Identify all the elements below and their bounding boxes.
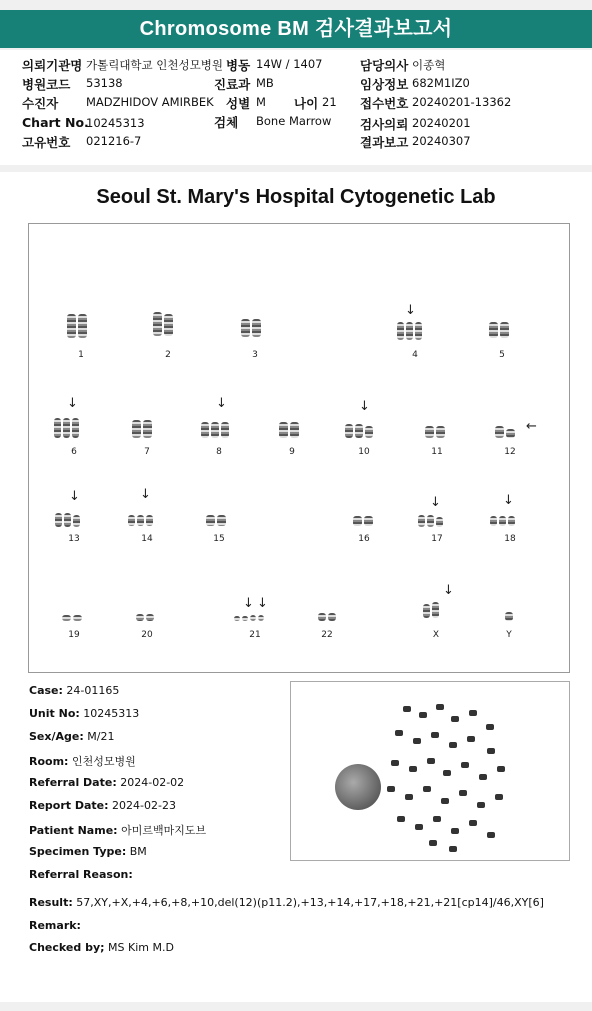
metaphase-image: [290, 681, 570, 861]
specimen-value: Bone Marrow: [256, 114, 332, 128]
metaphase-chromosome: [487, 748, 495, 754]
chromosome-12: [495, 426, 515, 438]
hospcode-value: 53138: [86, 76, 123, 90]
metaphase-chromosome: [429, 840, 437, 846]
spec-label: Specimen Type:: [29, 845, 127, 858]
chromosome-4: [397, 322, 422, 340]
refdate-value: 2024-02-02: [120, 776, 185, 789]
metaphase-chromosome: [387, 786, 395, 792]
metaphase-chromosome: [397, 816, 405, 822]
chromosome-21: [234, 615, 264, 621]
lab-title: Seoul St. Mary's Hospital Cytogenetic Lab: [96, 186, 496, 208]
down-arrow-icon: ↓: [257, 596, 268, 611]
spec-row: [29, 845, 147, 858]
case-value: 24-01165: [66, 684, 120, 697]
down-arrow-icon: ↓: [67, 396, 78, 411]
unit-row: [29, 707, 139, 720]
chromosome-17: [418, 515, 443, 527]
chromosome-14: [128, 515, 153, 526]
case-row: [29, 684, 119, 697]
chromosome-1: [67, 314, 87, 338]
chromosome-9: [279, 422, 299, 438]
unique-value: 021216-7: [86, 134, 142, 148]
room-row: [29, 753, 136, 769]
chromosome-20: [136, 614, 154, 621]
report-label: 결과보고: [360, 135, 409, 150]
metaphase-chromosome: [469, 820, 477, 826]
patient-info-panel: [0, 50, 592, 165]
sexage-row: [29, 730, 114, 743]
chr-label-10: 10: [358, 447, 370, 457]
metaphase-chromosome: [451, 716, 459, 722]
metaphase-chromosome: [487, 832, 495, 838]
clinical-value: 682M1IZ0: [412, 76, 470, 90]
chromosome-5: [489, 322, 509, 338]
karyogram: [28, 223, 570, 673]
sex-value: M: [256, 95, 266, 109]
checked-row: [29, 941, 174, 954]
chr-label-6: 6: [71, 447, 77, 457]
down-arrow-icon: ↓: [503, 493, 514, 508]
reason-row: [29, 868, 133, 881]
metaphase-chromosome: [461, 762, 469, 768]
metaphase-chromosome: [443, 770, 451, 776]
metaphase-chromosome: [467, 736, 475, 742]
chromosome-11: [425, 426, 445, 438]
hospcode-label: 병원코드: [22, 77, 71, 92]
chr-label-5: 5: [499, 350, 505, 360]
chromosome-8: [201, 422, 229, 438]
chromosome-x: [423, 602, 439, 618]
repdate-value: 2024-02-23: [112, 799, 176, 812]
inst-value: 가톨릭대학교 인천성모병원: [86, 58, 223, 72]
chromosome-10: [345, 424, 373, 438]
result-value: 57,XY,+X,+4,+6,+8,+10,del(12)(p11.2),+13,+14,+17,+18,+21,+21[cp14]/46,XY[6]: [76, 896, 544, 909]
sexage-label: Sex/Age:: [29, 730, 84, 743]
metaphase-chromosome: [486, 724, 494, 730]
chr-label-20: 20: [141, 630, 153, 640]
cytogenetic-report: [0, 172, 592, 1002]
metaphase-chromosome: [451, 828, 459, 834]
chr-label-11: 11: [431, 447, 443, 457]
room-value: 인천성모병원: [71, 755, 136, 768]
age-value: 21: [322, 95, 337, 109]
refdate-row: [29, 776, 184, 789]
chr-label-7: 7: [144, 447, 150, 457]
ward-label: 병동: [226, 58, 251, 73]
metaphase-chromosome: [431, 732, 439, 738]
case-label: Case:: [29, 684, 63, 697]
result-row: [29, 896, 544, 909]
chr-label-12: 12: [504, 447, 516, 457]
chr-label-8: 8: [216, 447, 222, 457]
down-arrow-icon: ↓: [359, 399, 370, 414]
pname-label: Patient Name:: [29, 824, 118, 837]
remark-label: Remark:: [29, 919, 81, 932]
chromosome-18: [490, 516, 515, 526]
chr-label-9: 9: [289, 447, 295, 457]
metaphase-chromosome: [423, 786, 431, 792]
nucleus: [335, 764, 381, 810]
report-title: Chromosome BM 검사결과보고서: [0, 10, 592, 48]
result-label: Result:: [29, 896, 73, 909]
clinical-label: 임상정보: [360, 77, 409, 92]
request-label: 검사의뢰: [360, 117, 409, 132]
receipt-label: 접수번호: [360, 96, 409, 111]
down-arrow-icon: ↓: [405, 303, 416, 318]
chromosome-13: [55, 513, 80, 527]
inst-label: 의뢰기관명: [22, 58, 83, 73]
chr-label-4: 4: [412, 350, 418, 360]
chr-label-15: 15: [213, 534, 225, 544]
down-arrow-icon: ↓: [140, 487, 151, 502]
chr-label-22: 22: [321, 630, 333, 640]
chr-label-3: 3: [252, 350, 258, 360]
chr-label-18: 18: [504, 534, 516, 544]
chromosome-19: [62, 615, 82, 621]
chromosome-2: [153, 312, 173, 336]
metaphase-chromosome: [441, 798, 449, 804]
refdate-label: Referral Date:: [29, 776, 117, 789]
left-arrow-icon: ←: [526, 419, 537, 434]
metaphase-chromosome: [427, 758, 435, 764]
chromosome-7: [132, 420, 152, 438]
pname-value: 아미르백마지도브: [121, 824, 207, 837]
metaphase-chromosome: [403, 706, 411, 712]
spec-value: BM: [129, 845, 147, 858]
remark-row: [29, 919, 81, 932]
receipt-value: 20240201-13362: [412, 95, 512, 109]
chart-label: Chart No.: [22, 115, 89, 130]
chr-label-y: Y: [506, 630, 512, 640]
chromosome-3: [241, 319, 261, 337]
specimen-label: 검체: [214, 115, 239, 130]
metaphase-chromosome: [405, 794, 413, 800]
metaphase-chromosome: [395, 730, 403, 736]
ward-value: 14W / 1407: [256, 57, 323, 71]
chr-label-1: 1: [78, 350, 84, 360]
repdate-row: [29, 799, 176, 812]
patient-label: 수진자: [22, 96, 59, 111]
metaphase-chromosome: [479, 774, 487, 780]
checked-value: MS Kim M.D: [108, 941, 174, 954]
down-arrow-icon: ↓: [216, 396, 227, 411]
sexage-value: M/21: [87, 730, 115, 743]
chr-label-17: 17: [431, 534, 443, 544]
request-value: 20240201: [412, 116, 471, 130]
chr-label-16: 16: [358, 534, 370, 544]
metaphase-chromosome: [497, 766, 505, 772]
metaphase-chromosome: [419, 712, 427, 718]
age-label: 나이: [294, 96, 319, 111]
dept-label: 진료과: [214, 77, 251, 92]
chromosome-15: [206, 515, 226, 526]
metaphase-chromosome: [436, 704, 444, 710]
chr-label-x: X: [432, 630, 440, 640]
down-arrow-icon: ↓: [443, 583, 454, 598]
dept-value: MB: [256, 76, 274, 90]
metaphase-chromosome: [495, 794, 503, 800]
metaphase-chromosome: [409, 766, 417, 772]
down-arrow-icon: ↓: [430, 495, 441, 510]
unit-value: 10245313: [83, 707, 140, 720]
report-value: 20240307: [412, 134, 471, 148]
chr-label-13: 13: [68, 534, 80, 544]
repdate-label: Report Date:: [29, 799, 109, 812]
reason-label: Referral Reason:: [29, 868, 133, 881]
chart-value: 10245313: [86, 116, 145, 130]
chr-label-14: 14: [141, 534, 153, 544]
chromosome-6: [54, 418, 79, 438]
metaphase-chromosome: [477, 802, 485, 808]
metaphase-chromosome: [449, 742, 457, 748]
doctor-label: 담당의사: [360, 58, 409, 73]
metaphase-chromosome: [433, 816, 441, 822]
chromosome-22: [318, 613, 336, 621]
chromosome-16: [353, 516, 373, 526]
metaphase-chromosome: [449, 846, 457, 852]
down-arrow-icon: ↓: [69, 489, 80, 504]
patient-value: MADZHIDOV AMIRBEK: [86, 95, 214, 109]
chr-label-21: 21: [249, 630, 261, 640]
metaphase-chromosome: [415, 824, 423, 830]
sex-label: 성별: [226, 96, 251, 111]
metaphase-chromosome: [413, 738, 421, 744]
metaphase-chromosome: [391, 760, 399, 766]
unique-label: 고유번호: [22, 135, 71, 150]
chr-label-19: 19: [68, 630, 80, 640]
unit-label: Unit No:: [29, 707, 80, 720]
chromosome-y: [505, 612, 513, 621]
doctor-value: 이종혁: [412, 58, 446, 72]
checked-label: Checked by;: [29, 941, 105, 954]
down-arrow-icon: ↓: [243, 596, 254, 611]
room-label: Room:: [29, 755, 69, 768]
chr-label-2: 2: [165, 350, 171, 360]
metaphase-chromosome: [469, 710, 477, 716]
metaphase-chromosome: [459, 790, 467, 796]
pname-row: [29, 822, 206, 838]
